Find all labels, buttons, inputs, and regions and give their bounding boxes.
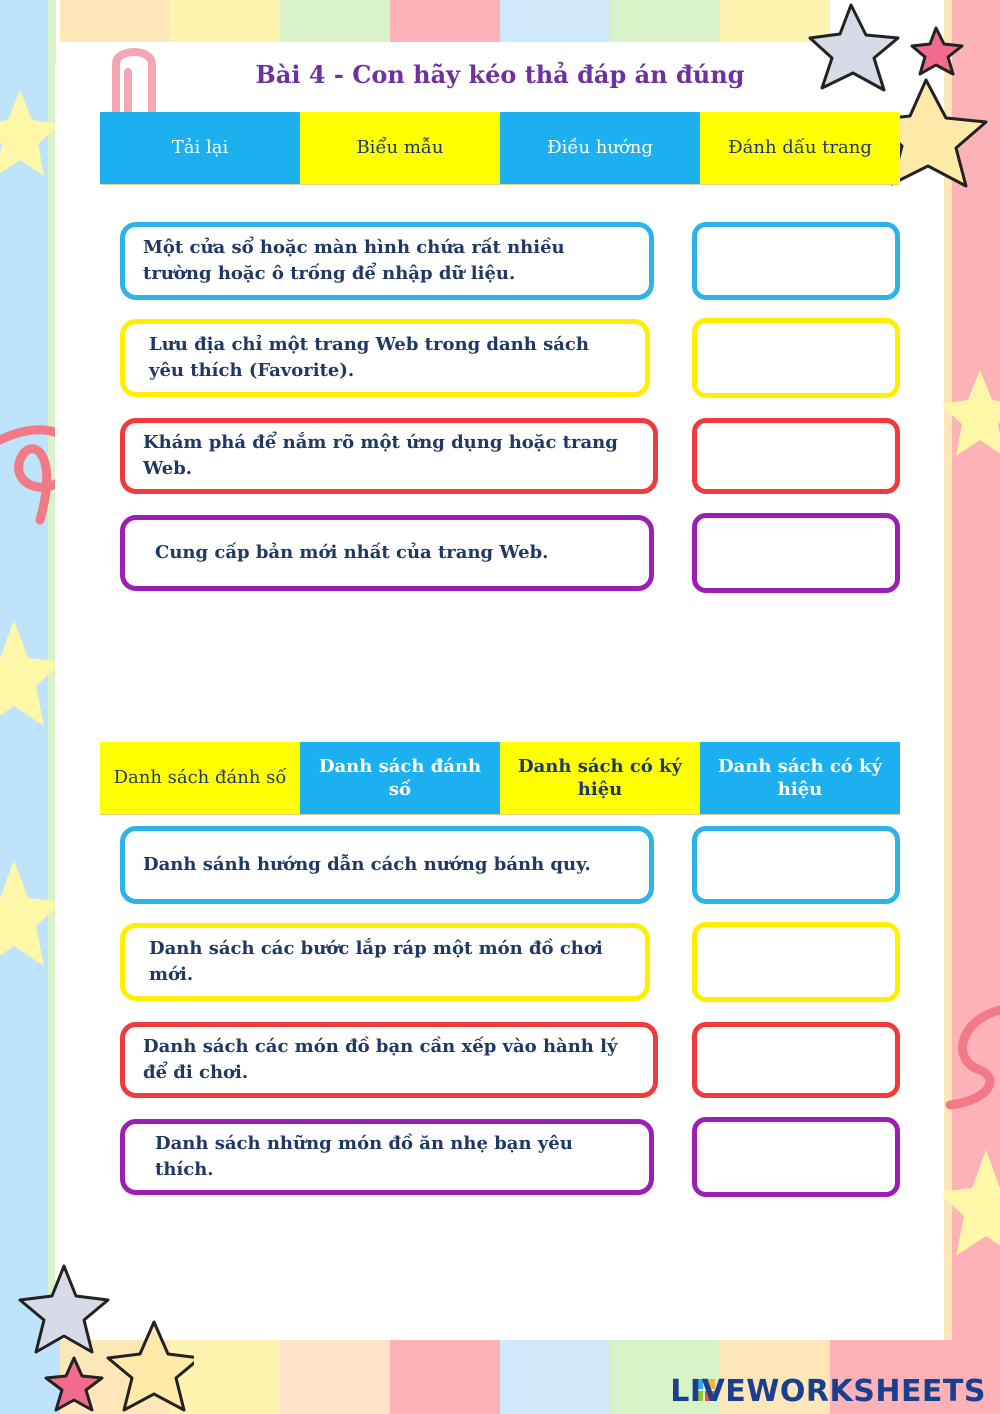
question-text: Lưu địa chỉ một trang Web trong danh sách yêu thích (Favorite).: [149, 333, 589, 381]
option-label: Danh sách có ký hiệu: [718, 755, 882, 800]
page-title: Bài 4 - Con hãy kéo thả đáp án đúng: [255, 60, 745, 89]
liveworksheets-brand[interactable]: LIVEWORKSHEETS: [670, 1374, 986, 1409]
answer-drop-zone[interactable]: [692, 222, 900, 300]
option-label: Danh sách đánh số: [318, 755, 482, 800]
question-box: [120, 515, 654, 591]
question-text: Danh sách những món đồ ăn nhẹ bạn yêu thích.: [155, 1132, 573, 1180]
answer-drop-zone[interactable]: [692, 418, 900, 494]
answer-drop-zone[interactable]: [692, 513, 900, 593]
question-text: Danh sánh hướng dẫn cách nướng bánh quy.: [143, 853, 591, 875]
option-label: Biểu mẫu: [356, 137, 444, 159]
option-label: Danh sách đánh số: [113, 767, 287, 789]
draggable-option[interactable]: [100, 112, 300, 184]
answer-drop-zone[interactable]: [692, 922, 900, 1002]
star-decoration-icon: [0, 860, 60, 970]
draggable-option[interactable]: [500, 742, 700, 814]
question-box: [120, 826, 654, 904]
star-decoration-icon: [940, 370, 1000, 460]
option-label: Tải lại: [171, 137, 229, 159]
question-text: Danh sách các món đồ bạn cần xếp vào hành lý để đi chơi.: [143, 1035, 618, 1083]
question-box: [120, 319, 650, 397]
stars-cluster-icon: [14, 1260, 194, 1414]
question-text: Danh sách các bước lắp ráp một món đồ chơi mới.: [149, 937, 603, 985]
answer-bank-1: [100, 112, 900, 184]
star-decoration-icon: [940, 1150, 1000, 1260]
draggable-option[interactable]: [300, 112, 500, 184]
question-text: Khám phá để nắm rõ một ứng dụng hoặc trang Web.: [143, 431, 618, 479]
draggable-option[interactable]: [700, 742, 900, 814]
draggable-option[interactable]: [700, 112, 900, 184]
draggable-option[interactable]: [100, 742, 300, 814]
question-box: [120, 923, 650, 1001]
draggable-option[interactable]: [500, 112, 700, 184]
answer-drop-zone[interactable]: [692, 318, 900, 398]
star-decoration-icon: [0, 90, 60, 180]
question-box: [120, 1119, 654, 1195]
question-text: Cung cấp bản mới nhất của trang Web.: [155, 541, 549, 563]
option-label: Điều hướng: [547, 137, 653, 159]
answer-drop-zone[interactable]: [692, 1022, 900, 1098]
question-text: Một cửa sổ hoặc màn hình chứa rất nhiều trường hoặc ô trống để nhập dữ liệu.: [143, 236, 565, 284]
answer-drop-zone[interactable]: [692, 1117, 900, 1197]
question-box: [120, 418, 658, 494]
answer-bank-2: [100, 742, 900, 814]
star-decoration-icon: [0, 620, 60, 730]
draggable-option[interactable]: [300, 742, 500, 814]
question-box: [120, 1022, 658, 1098]
option-label: Đánh dấu trang: [728, 137, 872, 159]
question-box: [120, 222, 654, 300]
option-label: Danh sách có ký hiệu: [518, 755, 682, 800]
answer-drop-zone[interactable]: [692, 826, 900, 904]
